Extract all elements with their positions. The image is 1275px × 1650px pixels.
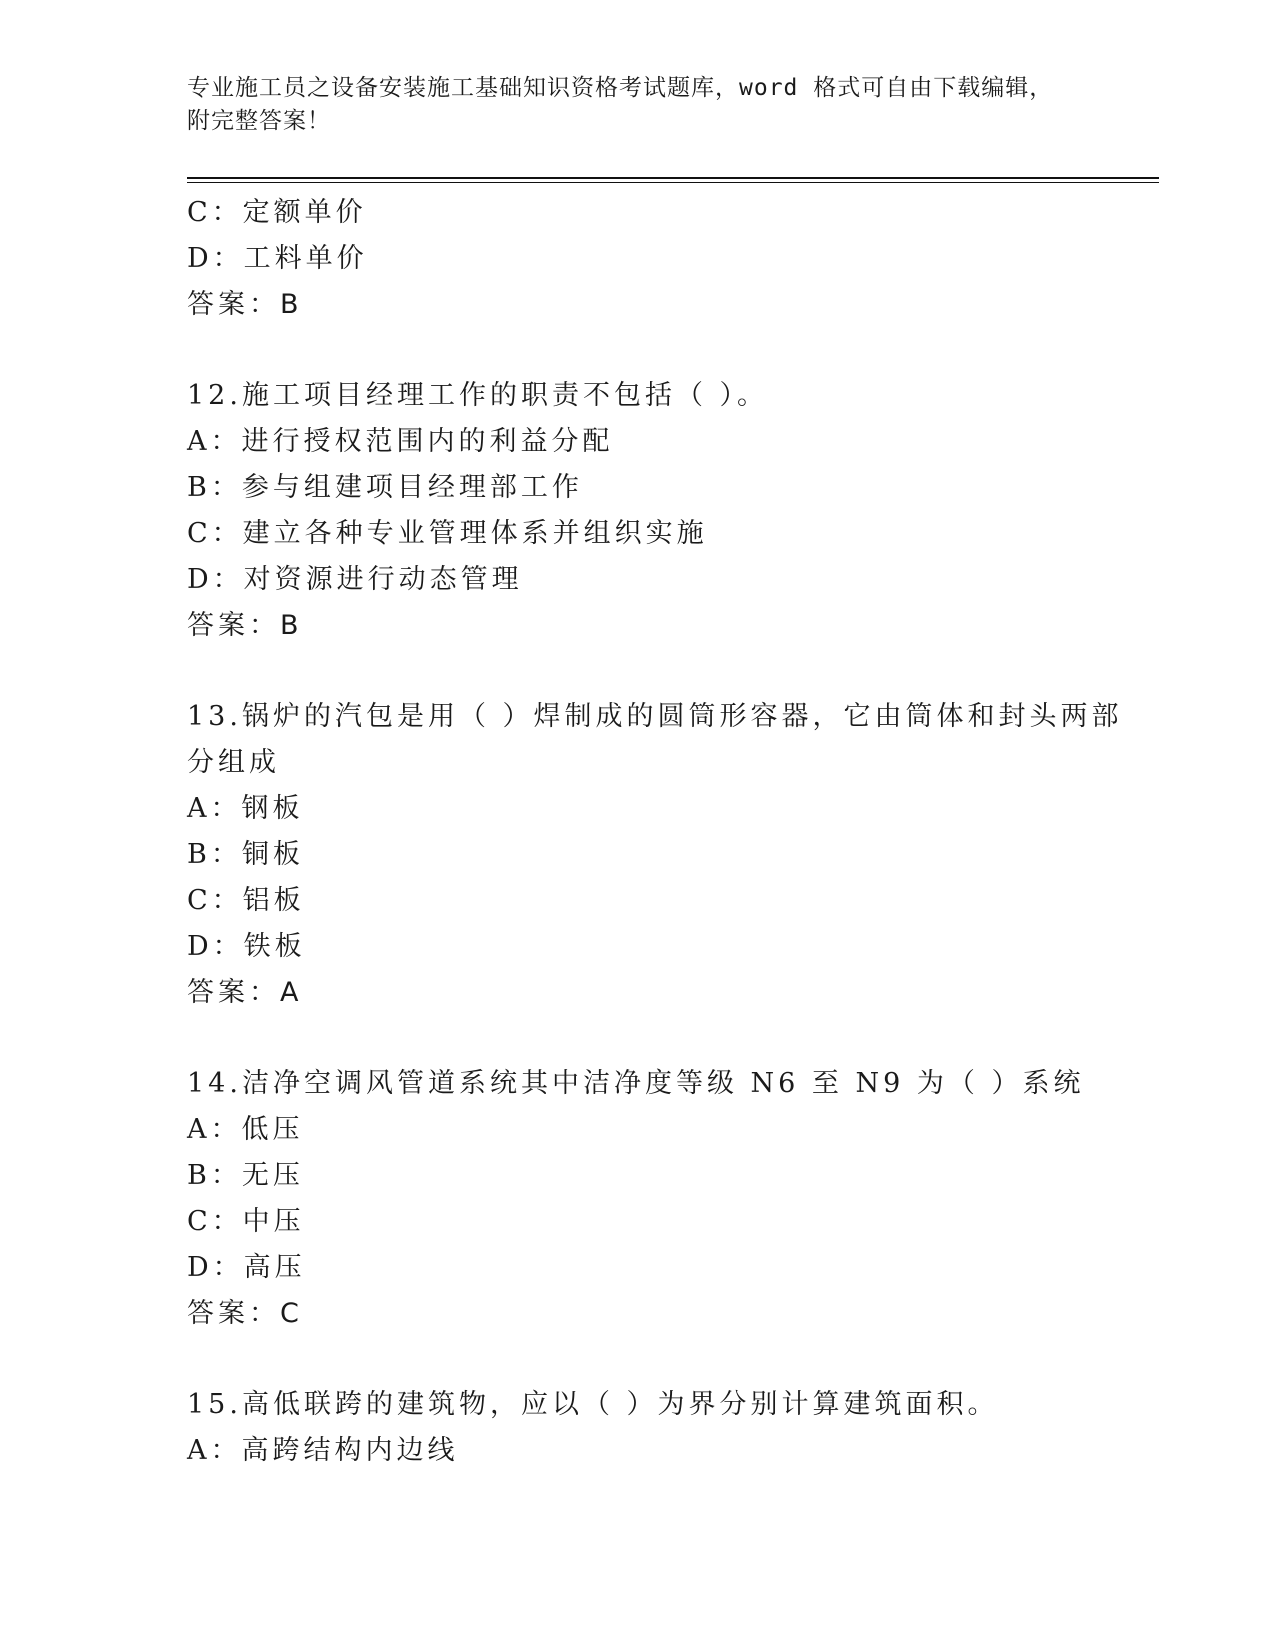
answer-line: 答案：B — [187, 610, 303, 641]
option-d: D：高压 — [187, 1252, 306, 1283]
question-text: 12.施工项目经理工作的职责不包括（ ）。 — [187, 380, 769, 411]
question-text: 14.洁净空调风管道系统其中洁净度等级 N6 至 N9 为（ ）系统 — [187, 1068, 1085, 1099]
question-text-continued: 分组成 — [187, 747, 280, 778]
option-c: C：定额单价 — [187, 197, 367, 228]
answer-line: 答案：C — [187, 1298, 303, 1329]
answer-line: 答案：B — [187, 289, 303, 320]
option-c: C：中压 — [187, 1206, 305, 1237]
option-c: C：建立各种专业管理体系并组织实施 — [187, 518, 708, 549]
option-d: D：对资源进行动态管理 — [187, 564, 523, 595]
header-rule-thin — [187, 182, 1159, 183]
option-b: B：铜板 — [187, 839, 304, 870]
option-b: B：无压 — [187, 1160, 304, 1191]
header-rule-thick — [187, 177, 1159, 179]
question-block-14 — [187, 1061, 1107, 1337]
option-b: B：参与组建项目经理部工作 — [187, 472, 583, 503]
option-a: A：进行授权范围内的利益分配 — [187, 426, 614, 457]
option-a: A：高跨结构内边线 — [187, 1435, 459, 1466]
question-text: 15.高低联跨的建筑物，应以（ ）为界分别计算建筑面积。 — [187, 1389, 999, 1420]
question-block-11 — [187, 190, 1107, 328]
question-block-15 — [187, 1382, 1107, 1474]
option-d: D：工料单价 — [187, 243, 368, 274]
question-block-13 — [187, 694, 1123, 1016]
option-d: D：铁板 — [187, 931, 306, 962]
answer-line: 答案：A — [187, 977, 303, 1008]
option-c: C：铝板 — [187, 885, 305, 916]
option-a: A：低压 — [187, 1114, 304, 1145]
header-line-2: 附完整答案！ — [187, 108, 331, 134]
option-a: A：钢板 — [187, 793, 304, 824]
question-text: 13.锅炉的汽包是用（ ）焊制成的圆筒形容器，它由筒体和封头两部 — [187, 701, 1123, 732]
header-line-1: 专业施工员之设备安装施工基础知识资格考试题库，word 格式可自由下载编辑， — [187, 75, 1054, 101]
question-list — [187, 190, 1123, 1474]
question-block-12 — [187, 373, 1107, 649]
document-header — [187, 72, 1087, 138]
